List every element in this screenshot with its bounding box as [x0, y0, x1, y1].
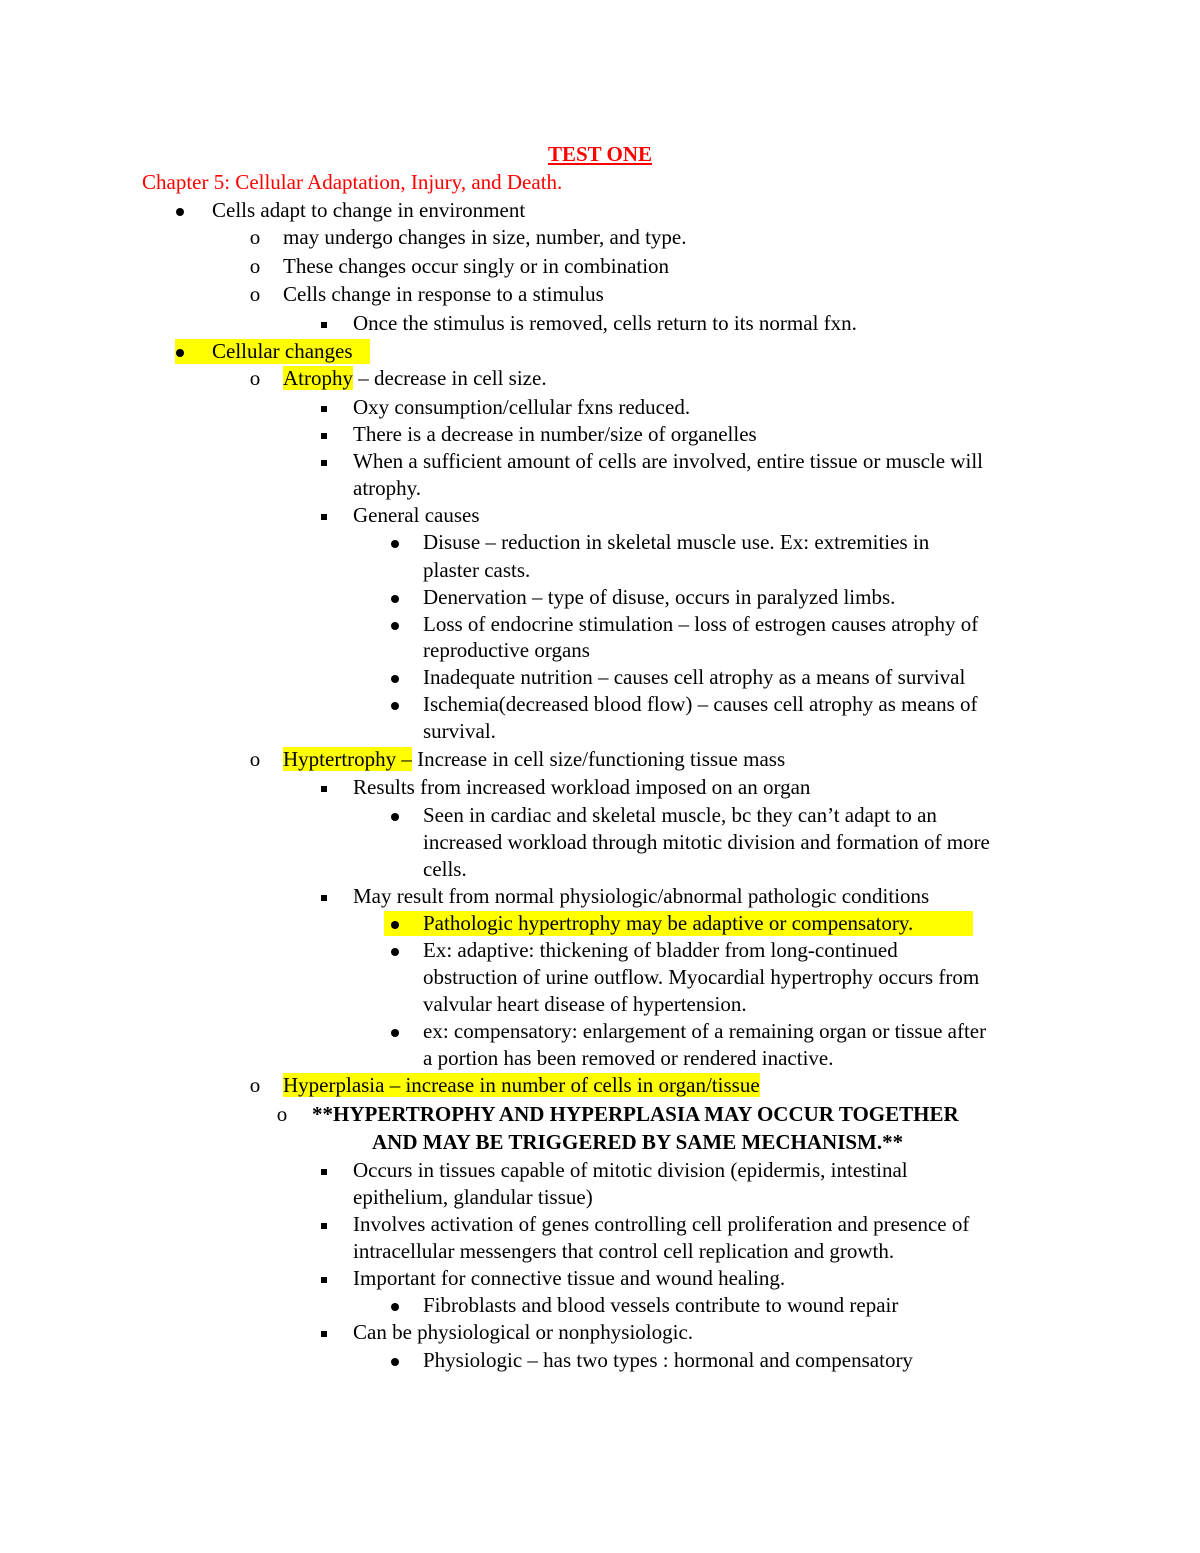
outline-item: There is a decrease in number/size of organelles — [353, 422, 757, 446]
outline-item-continuation: atrophy. — [353, 476, 422, 500]
bullet-circle-icon: o — [249, 366, 261, 390]
outline-item: Involves activation of genes controlling cell proliferation and presence of — [353, 1212, 970, 1236]
outline-item: Occurs in tissues capable of mitotic division (epidermis, intestinal — [353, 1158, 908, 1182]
outline-item: Results from increased workload imposed on an organ — [353, 775, 811, 799]
outline-item-highlighted: Pathologic hypertrophy may be adaptive or compensatory. — [423, 911, 914, 935]
outline-item: Ischemia(decreased blood flow) – causes cell atrophy as means of — [423, 692, 978, 716]
bullet-square-icon — [314, 1157, 334, 1184]
bullet-dot-icon — [170, 338, 190, 365]
outline-item-continuation: a portion has been removed or rendered inactive. — [423, 1046, 834, 1070]
term-definition: – decrease in cell size. — [353, 366, 547, 390]
bullet-dot-icon — [385, 1347, 405, 1374]
outline-item-continuation: obstruction of urine outflow. Myocardial hypertrophy occurs from — [423, 965, 980, 989]
outline-item: Once the stimulus is removed, cells return to its normal fxn. — [353, 311, 857, 335]
outline-item: Important for connective tissue and wound healing. — [353, 1266, 786, 1290]
bullet-dot-icon — [385, 529, 405, 556]
outline-item-continuation: reproductive organs — [423, 638, 590, 662]
outline-item: Oxy consumption/cellular fxns reduced. — [353, 395, 691, 419]
outline-item: Inadequate nutrition – causes cell atrophy as a means of survival — [423, 665, 966, 689]
bullet-dot-icon — [385, 691, 405, 718]
outline-item-continuation: intracellular messengers that control cell replication and growth. — [353, 1239, 895, 1263]
outline-item: May result from normal physiologic/abnormal pathologic conditions — [353, 884, 930, 908]
term-highlight: Hyptertrophy – — [283, 747, 412, 771]
bullet-square-icon — [314, 502, 334, 529]
outline-item: Disuse – reduction in skeletal muscle use. Ex: extremities in — [423, 530, 930, 554]
bullet-square-icon — [314, 774, 334, 801]
chapter-heading: Chapter 5: Cellular Adaptation, Injury, and Death. — [142, 170, 563, 194]
bullet-circle-icon: o — [249, 225, 261, 249]
bullet-square-icon — [314, 310, 334, 337]
outline-item-continuation: increased workload through mitotic division and formation of more — [423, 830, 990, 854]
bullet-circle-icon: o — [276, 1102, 288, 1126]
outline-item: Cells adapt to change in environment — [212, 198, 526, 222]
bullet-square-icon — [314, 448, 334, 475]
bullet-square-icon — [314, 1265, 334, 1292]
outline-item: General causes — [353, 503, 480, 527]
bullet-circle-icon: o — [249, 254, 261, 278]
outline-item: These changes occur singly or in combination — [283, 254, 670, 278]
emphasis-note-continuation: AND MAY BE TRIGGERED BY SAME MECHANISM.** — [372, 1130, 904, 1154]
outline-item-continuation: cells. — [423, 857, 467, 881]
outline-item: may undergo changes in size, number, and type. — [283, 225, 687, 249]
outline-item: Seen in cardiac and skeletal muscle, bc they can’t adapt to an — [423, 803, 937, 827]
outline-item: Ex: adaptive: thickening of bladder from long-continued — [423, 938, 898, 962]
term-highlight: Hyperplasia – increase in number of cells in organ/tissue — [283, 1073, 760, 1097]
bullet-square-icon — [314, 421, 334, 448]
document-title: TEST ONE — [547, 142, 653, 166]
bullet-dot-icon — [385, 664, 405, 691]
bullet-dot-icon — [170, 197, 190, 224]
term-highlight: Atrophy — [283, 366, 353, 390]
bullet-square-icon — [314, 883, 334, 910]
outline-item: ex: compensatory: enlargement of a remaining organ or tissue after — [423, 1019, 987, 1043]
bullet-circle-icon: o — [249, 282, 261, 306]
bullet-dot-icon — [385, 937, 405, 964]
bullet-square-icon — [314, 1319, 334, 1346]
bullet-square-icon — [314, 1211, 334, 1238]
outline-item-continuation: survival. — [423, 719, 496, 743]
outline-item: Physiologic – has two types : hormonal and compensatory — [423, 1348, 913, 1372]
outline-item: Denervation – type of disuse, occurs in paralyzed limbs. — [423, 585, 896, 609]
bullet-dot-icon — [385, 1292, 405, 1319]
bullet-dot-icon — [385, 1018, 405, 1045]
outline-item: When a sufficient amount of cells are involved, entire tissue or muscle will — [353, 449, 984, 473]
bullet-dot-icon — [385, 910, 405, 937]
outline-item-highlighted: Cellular changes — [212, 339, 353, 363]
bullet-circle-icon: o — [249, 1073, 261, 1097]
outline-item-continuation: valvular heart disease of hypertension. — [423, 992, 747, 1016]
bullet-circle-icon: o — [249, 747, 261, 771]
outline-item: Loss of endocrine stimulation – loss of estrogen causes atrophy of — [423, 612, 979, 636]
bullet-square-icon — [314, 394, 334, 421]
outline-item-continuation: plaster casts. — [423, 558, 531, 582]
outline-item: Cells change in response to a stimulus — [283, 282, 604, 306]
bullet-dot-icon — [385, 611, 405, 638]
outline-item-continuation: epithelium, glandular tissue) — [353, 1185, 593, 1209]
term-definition: Increase in cell size/functioning tissue mass — [411, 747, 786, 771]
emphasis-note: **HYPERTROPHY AND HYPERPLASIA MAY OCCUR TOGETHER — [312, 1102, 959, 1126]
outline-item: Fibroblasts and blood vessels contribute to wound repair — [423, 1293, 899, 1317]
bullet-dot-icon — [385, 802, 405, 829]
outline-item: Can be physiological or nonphysiologic. — [353, 1320, 694, 1344]
outline-item — [283, 746, 785, 773]
bullet-dot-icon — [385, 584, 405, 611]
outline-item — [283, 365, 547, 392]
outline-item-highlighted — [283, 1072, 760, 1099]
